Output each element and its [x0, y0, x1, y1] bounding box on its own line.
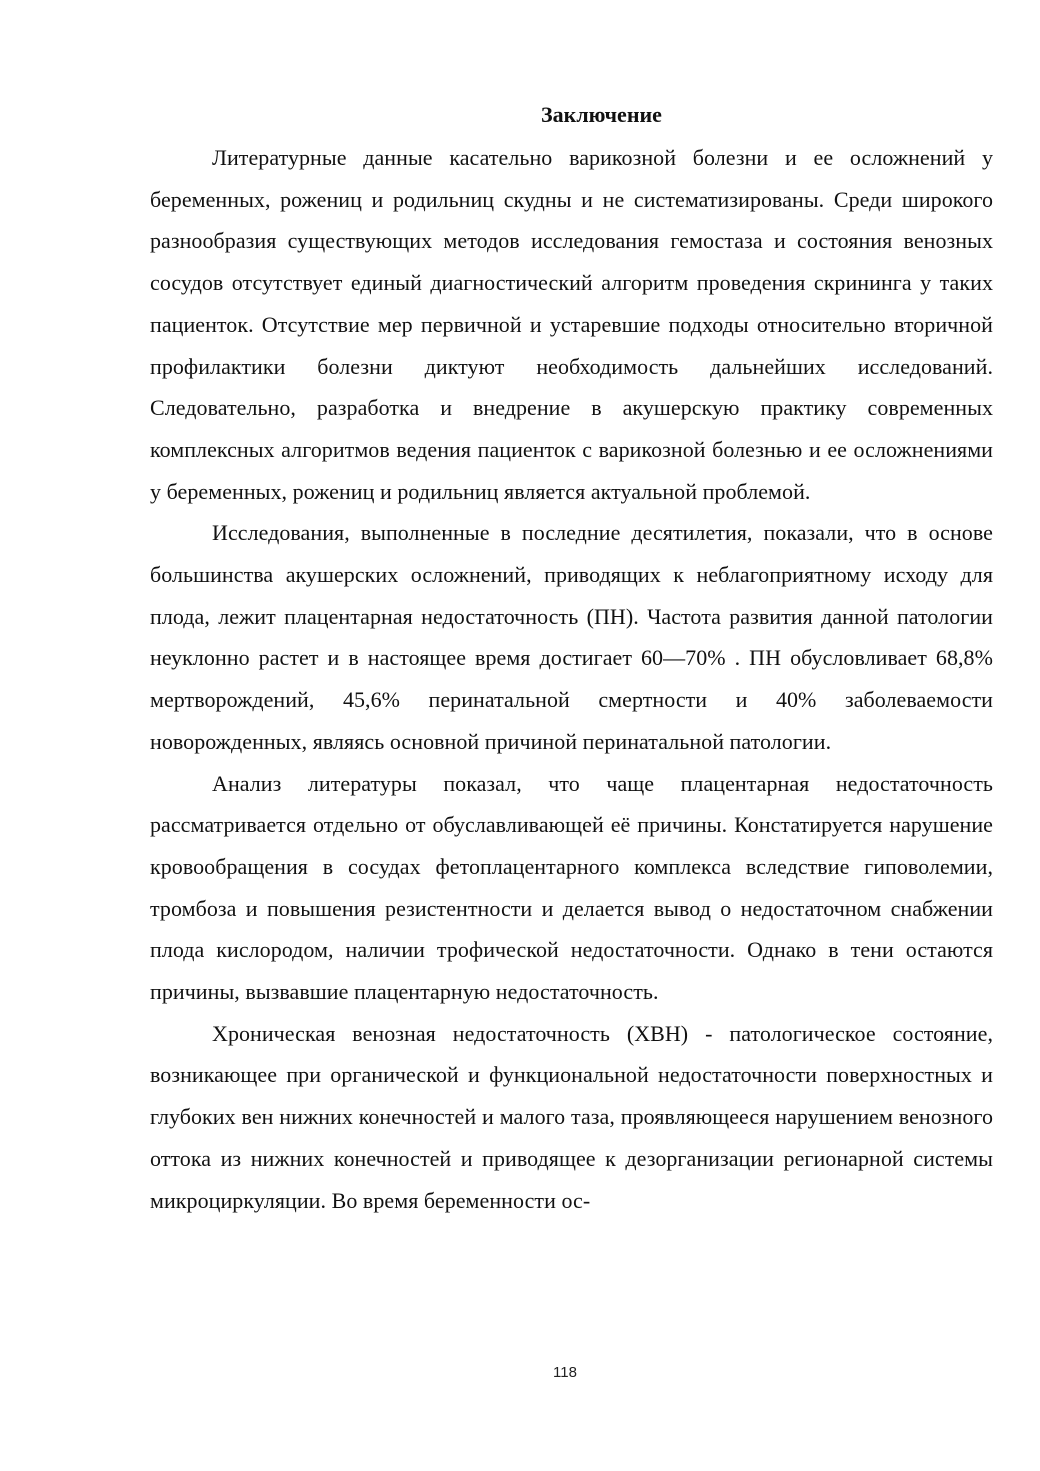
paragraph: Литературные данные касательно варикозной болезни и ее осложнений у беременных, рожениц и родильниц скудны и не систематизированы. Среди широкого разнообразия существующих методов исследования гемостаза и состояния венозных сосудов отсутствует единый диагностический алгоритм проведения скрининга у таких пациенток. Отсутствие мер первичной и устаревшие подходы относительно вторичной профилактики болезни диктуют необходимость дальнейших исследований. Следовательно, разработка и внедрение в акушерскую практику современных комплексных алгоритмов ведения пациенток с варикозной болезнью и ее осложнениями у беременных, рожениц и родильниц является актуальной проблемой.: [150, 145, 993, 504]
paragraph: Анализ литературы показал, что чаще плацентарная недостаточность рассматривается отдельно от обуславливающей её причины. Констатируется нарушение кровообращения в сосудах фетоплацентарного комплекса вследствие гиповолемии, тромбоза и повышения резистентности и делается вывод о недостаточном снабжении плода кислородом, наличии трофической недостаточности. Однако в тени остаются причины, вызвавшие плацентарную недостаточность.: [150, 770, 993, 1005]
page-number: 118: [553, 1364, 577, 1381]
body-text: [150, 137, 993, 1221]
paragraph: Исследования, выполненные в последние десятилетия, показали, что в основе большинства акушерских осложнений, приводящих к неблагоприятному исходу для плода, лежит плацентарная недостаточность (ПН). Частота развития данной патологии неуклонно растет и в настоящее время достигает 60—70% . ПН обусловливает 68,8% мертворождений, 45,6% перинатальной смертности и 40% заболеваемости новорожденных, являясь основной причиной перинатальной патологии.: [150, 520, 993, 754]
section-heading: Заключение: [541, 102, 662, 127]
paragraph: Хроническая венозная недостаточность (ХВН) - патологическое состояние, возникающее при органической и функциональной недостаточности поверхностных и глубоких вен нижних конечностей и малого таза, проявляющееся нарушением венозного оттока из нижних конечностей и приводящее к дезорганизации регионарной системы микроциркуляции. Во время беременности ос-: [150, 1020, 993, 1213]
